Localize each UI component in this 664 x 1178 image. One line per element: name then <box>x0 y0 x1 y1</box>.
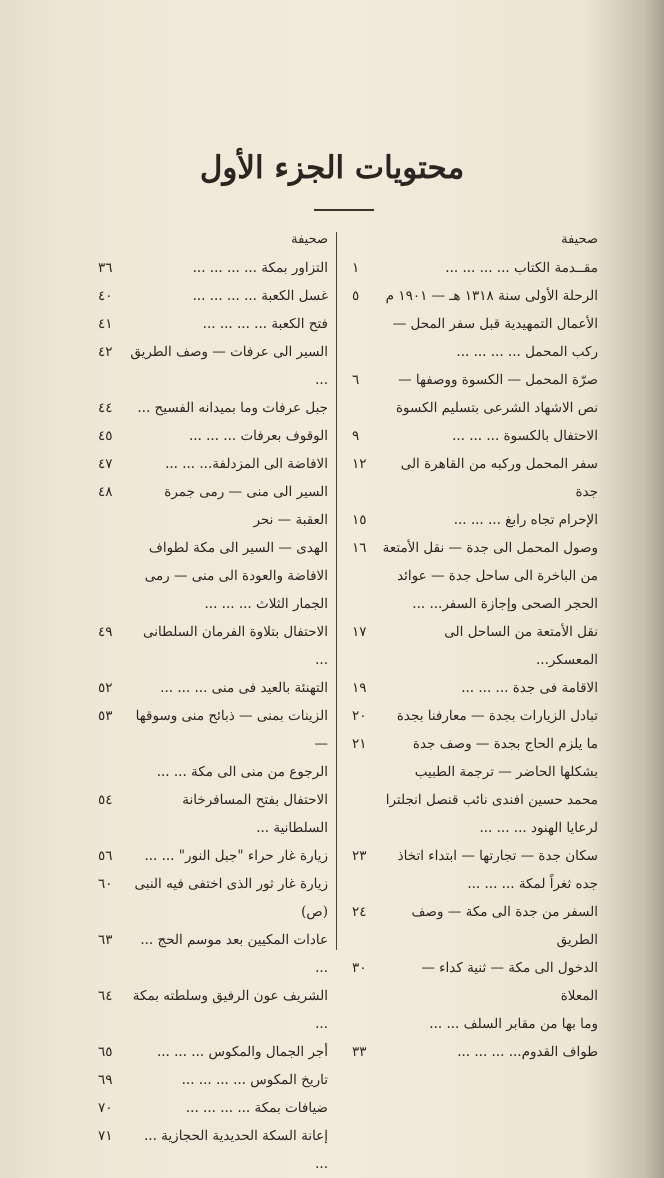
toc-page-number: ٤١ <box>98 316 113 332</box>
toc-page-number: ٤٠ <box>98 288 113 304</box>
toc-entry <box>352 618 598 674</box>
toc-entry-title: غسل الكعبة ... ... ... ... <box>192 288 328 304</box>
toc-entry-title: الافاضة الى المزدلفة... ... ... <box>165 456 328 472</box>
toc-entry <box>98 450 328 478</box>
toc-entry-title: السير الى عرفات — وصف الطريق ... <box>130 344 328 388</box>
toc-entry <box>98 254 328 282</box>
toc-page-number: ٦٩ <box>98 1072 113 1088</box>
toc-page-number: ٧١ <box>98 1128 113 1144</box>
toc-page-number: ٣٦ <box>98 260 113 276</box>
toc-page-number: ١٥ <box>352 512 367 528</box>
toc-page-number: ٢٣ <box>352 848 367 864</box>
toc-entry <box>352 842 598 898</box>
toc-page-number: ١٦ <box>352 540 367 556</box>
toc-entry-title: تاريخ المكوس ... ... ... ... <box>181 1072 328 1088</box>
toc-entry <box>352 366 598 422</box>
toc-entry <box>98 422 328 450</box>
toc-entry <box>352 534 598 618</box>
toc-entry <box>98 1066 328 1094</box>
toc-entry <box>98 842 328 870</box>
toc-entry <box>98 1038 328 1066</box>
toc-entry <box>98 394 328 422</box>
toc-entry <box>352 730 598 842</box>
toc-page-number: ٥٣ <box>98 708 113 724</box>
toc-page-number: ٤٤ <box>98 400 113 416</box>
toc-page-number: ٤٢ <box>98 344 113 360</box>
toc-page-number: ١ <box>352 260 360 276</box>
column-heading: صحيفة <box>561 232 598 247</box>
toc-page-number: ٦ <box>352 372 360 388</box>
toc-entry-title: عادات المكيين بعد موسم الحج ... ... <box>140 932 328 976</box>
toc-page-number: ٣٠ <box>352 960 367 976</box>
toc-list <box>352 254 598 1066</box>
toc-entry <box>98 310 328 338</box>
toc-entry-title: التزاور بمكة ... ... ... ... <box>192 260 328 276</box>
toc-entry-title: ما يلزم الحاج بجدة — وصف جدة بشكلها الحاضر — ترجمة الطبيب محمد حسين افندى نائب قنصل انجلترا لرعايا الهنود ... ... ... <box>385 736 598 836</box>
toc-right-column <box>352 232 598 1066</box>
toc-page-number: ٧٠ <box>98 1100 113 1116</box>
toc-entry <box>98 1094 328 1122</box>
toc-entry-title: السفر من جدة الى مكة — وصف الطريق <box>411 904 598 948</box>
toc-entry <box>352 898 598 954</box>
toc-entry-title: أجر الجمال والمكوس ... ... ... <box>156 1044 328 1060</box>
toc-page-number: ٥٦ <box>98 848 113 864</box>
toc-entry-title: الرحلة الأولى سنة ١٣١٨ هـ — ١٩٠١ م الأعمال التمهيدية قبل سفر المحل — ركب المحمل ... ... ... ... <box>385 288 598 360</box>
toc-list <box>98 254 328 1178</box>
toc-entry-title: مقــدمة الكتاب ... ... ... ... <box>445 260 598 276</box>
toc-entry-title: الدخول الى مكة — ثنية كداء — المعلاة وما بها من مقابر السلف ... ... <box>421 960 598 1032</box>
toc-entry-title: الاقامة فى جدة ... ... ... <box>461 680 598 696</box>
toc-entry-title: تبادل الزيارات بجدة — معارفنا بجدة <box>396 708 598 724</box>
toc-page-number: ٩ <box>352 428 360 444</box>
toc-page-number: ٢٤ <box>352 904 367 920</box>
toc-page-number: ٢٠ <box>352 708 367 724</box>
toc-page-number: ٤٥ <box>98 428 113 444</box>
toc-entry-title: الاحتفال بتلاوة الفرمان السلطانى ... <box>143 624 328 668</box>
toc-page-number: ٤٨ <box>98 484 113 500</box>
toc-page-number: ٦٠ <box>98 876 113 892</box>
toc-page-number: ٢١ <box>352 736 367 752</box>
toc-left-column <box>98 232 328 1178</box>
toc-entry-title: السير الى منى — رمى جمرة العقبة — نحر الهدى — السير الى مكة لطواف الافاضة والعودة الى منى — رمى الجمار الثلاث ... ... ... <box>144 484 328 612</box>
toc-entry-title: جبل عرفات وما بميدانه الفسيح ... <box>137 400 328 416</box>
toc-entry-title: إعانة السكة الحديدية الحجازية ... ... <box>144 1128 328 1172</box>
toc-page-number: ٤٧ <box>98 456 113 472</box>
toc-entry <box>98 1122 328 1178</box>
column-divider <box>336 232 337 950</box>
title-underline <box>314 209 374 211</box>
toc-entry <box>98 478 328 618</box>
toc-entry-title: نقل الأمتعة من الساحل الى المعسكر... <box>444 624 598 668</box>
toc-entry <box>98 926 328 982</box>
toc-page-number: ٦٥ <box>98 1044 113 1060</box>
toc-entry-title: زيارة غار حراء "جبل النور" ... ... <box>144 848 328 864</box>
toc-entry-title: فتح الكعبة ... ... ... ... <box>202 316 328 332</box>
toc-entry <box>352 954 598 1038</box>
toc-entry-title: الزينات بمنى — ذبائح منى وسوقها — الرجوع من منى الى مكة ... ... <box>135 708 328 780</box>
toc-entry <box>352 450 598 506</box>
page-title: محتويات الجزء الأول <box>199 150 465 186</box>
toc-entry <box>352 282 598 366</box>
toc-page-number: ٣٣ <box>352 1044 367 1060</box>
toc-entry-title: الإحرام تجاه رابغ ... ... ... <box>453 512 598 528</box>
toc-entry <box>98 618 328 674</box>
toc-page-number: ٦٣ <box>98 932 113 948</box>
toc-page-number: ١٢ <box>352 456 367 472</box>
toc-entry-title: الاحتفال بالكسوة ... ... ... <box>452 428 598 444</box>
toc-page-number: ٥٢ <box>98 680 113 696</box>
toc-page-number: ٦٤ <box>98 988 113 1004</box>
toc-entry-title: الوقوف بعرفات ... ... ... <box>188 428 328 444</box>
toc-entry <box>352 422 598 450</box>
toc-entry-title: سفر المحمل وركبه من القاهرة الى جدة <box>400 456 598 500</box>
toc-entry <box>352 254 598 282</box>
toc-entry-title: التهنئة بالعيد فى منى ... ... ... <box>160 680 328 696</box>
toc-page-number: ٤٩ <box>98 624 113 640</box>
toc-entry <box>98 982 328 1038</box>
toc-entry <box>352 674 598 702</box>
toc-entry-title: سكان جدة — تجارتها — ابتداء اتخاذ جده ثغراً لمكة ... ... ... <box>397 848 598 892</box>
toc-entry <box>98 786 328 842</box>
toc-entry-title: زيارة غار ثور الذى اختفى فيه النبى (ص) <box>134 876 328 920</box>
toc-entry-title: صرّة المحمل — الكسوة ووصفها — نص الاشهاد الشرعى بتسليم الكسوة <box>395 372 598 416</box>
toc-page-number: ٥٤ <box>98 792 113 808</box>
toc-entry <box>98 282 328 310</box>
toc-entry <box>352 702 598 730</box>
toc-entry-title: طواف القدوم... ... ... ... <box>457 1044 598 1060</box>
toc-entry <box>98 338 328 394</box>
toc-entry <box>98 674 328 702</box>
toc-page-number: ١٧ <box>352 624 367 640</box>
toc-entry <box>98 870 328 926</box>
toc-entry-title: ضيافات بمكة ... ... ... ... <box>185 1100 328 1116</box>
toc-page-number: ١٩ <box>352 680 367 696</box>
column-heading: صحيفة <box>291 232 328 247</box>
toc-entry-title: الاحتفال بفتح المسافرخانة السلطانية ... <box>182 792 328 836</box>
toc-entry-title: الشريف عون الرفيق وسلطته بمكة ... <box>132 988 328 1032</box>
toc-entry <box>352 1038 598 1066</box>
toc-page-number: ٥ <box>352 288 360 304</box>
toc-entry <box>352 506 598 534</box>
toc-entry-title: وصول المحمل الى جدة — نقل الأمتعة من الباخرة الى ساحل جدة — عوائد الحجر الصحى وإجازة السفر... ... <box>382 540 598 612</box>
toc-entry <box>98 702 328 786</box>
